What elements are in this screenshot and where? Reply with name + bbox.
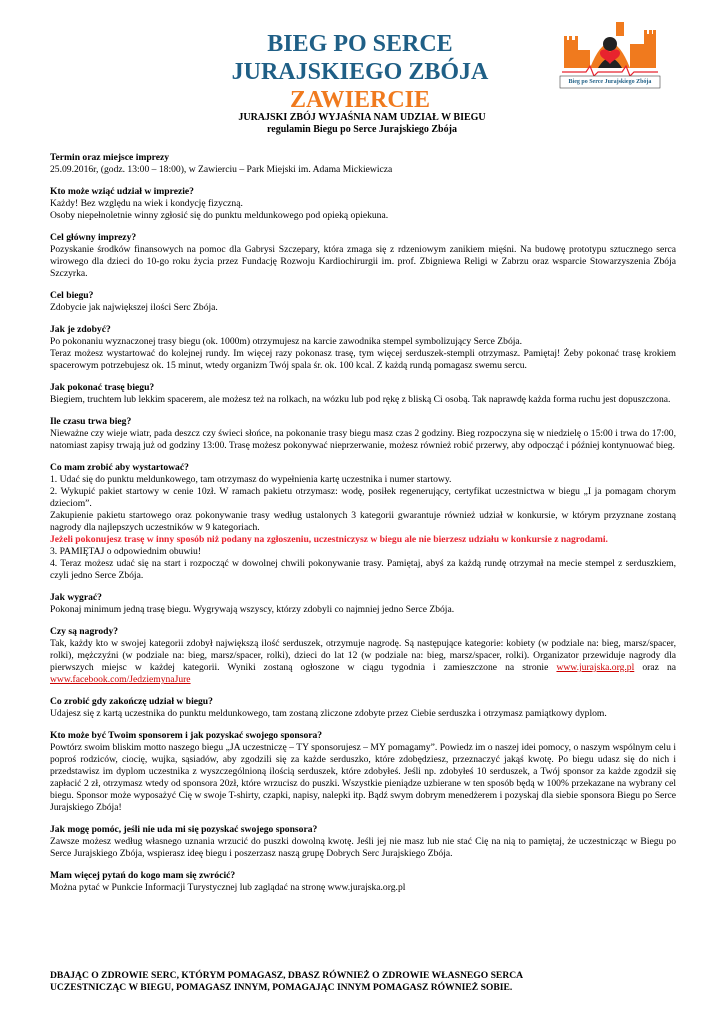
section-text: Udajesz się z kartą uczestnika do punktu meldunkowego, tam zostaną zliczone zdobyte przez Ciebie serduszka i otrzymasz pamiątkowy dyplom. <box>50 708 607 719</box>
subtitle-line-1: JURAJSKI ZBÓJ WYJAŚNIA NAM UDZIAŁ W BIEGU <box>238 112 486 123</box>
subtitle-line-2: regulamin Biegu po Serce Jurajskiego Zbója <box>267 124 457 135</box>
section-heading: Co mam zrobić aby wystartować? <box>50 462 189 473</box>
section-text: Zawsze możesz według własnego uznania wrzucić do puszki dowolną kwotę. Jeśli jej nie masz lub nie stać Cię na nią to pamiętaj, że uczestnicząc w Biegu po Serce Jurajskiego Zbója, wspierasz ideę biegu i poszerzasz naszą grupę Dobrych Serc Jurajskiego Zbója. <box>50 836 676 859</box>
section-questions <box>50 870 676 894</box>
warning-text: Jeżeli pokonujesz trasę w inny sposób niż podany na zgłoszeniu, uczestniczysz w biegu ale nie bierzesz udziału w konkursie z nagrodami. <box>50 534 608 545</box>
closing-line-2: UCZESTNICZĄC W BIEGU, POMAGASZ INNYM, POMAGAJĄC INNYM POMAGASZ RÓWNIEŻ SOBIE. <box>50 982 513 993</box>
section-text: Każdy! Bez względu na wiek i kondycję fizyczną. <box>50 198 243 209</box>
section-text: Powtórz swoim bliskim motto naszego biegu „JA uczestniczę – TY sponsorujesz – MY pomagamy”. Powiedz im o naszej idei pomocy, o naszym wspólnym celu i poproś rodziców, ciocię, wujka, sąsiadów, aby zgodzili się za każde serduszko, które zdobędziesz, przeznaczyć jakąś kwotę. Po biegu udasz się do nich i przedstawisz im dyplom uczestnika z wyszczególnioną ilością serduszek, które zdobyłeś. Jeśli np. zdobyłeś 10 serduszek, a Twój sponsor za każde zgodził się zapłacić 2 zł, otrzymasz wtedy od sponsora 20zł, które wrzucisz do puszki. Wszystkie pieniądze uzbierane w ten sposób będą w 100% przekazane na wybrany cel biegu. Sponsor może wyposażyć Cię w swoje T-shirty, czapki, napisy, nalepki itp. Bądź swym dobrym menedżerem i pozyskaj dla siebie sponsora Biegu po Serce Jurajskiego Zbója! <box>50 742 676 813</box>
section-text: Można pytać w Punkcie Informacji Turystycznej lub zaglądać na stronę www.jurajska.org.pl <box>50 882 406 893</box>
section-text: 4. Teraz możesz udać się na start i rozpocząć w dowolnej chwili pokonywanie trasy. Pamiętaj, abyś za każdą rundę otrzymał na mecie stempel z serduszkiem, czyli jedno Serce Zbója. <box>50 558 676 581</box>
section-main-goal <box>50 232 676 280</box>
section-text: 2. Wykupić pakiet startowy w cenie 10zł. W ramach pakietu otrzymasz: wodę, posiłek regenerujący, certyfikat uczestnictwa w biegu „I ja pomagam chorym dzieciom”. <box>50 486 676 509</box>
section-heading: Cel biegu? <box>50 290 94 301</box>
section-heading: Jak pokonać trasę biegu? <box>50 382 155 393</box>
section-duration <box>50 416 676 452</box>
section-text: Pokonaj minimum jedną trasę biegu. Wygrywają wszyscy, którzy zdobyli co najmniej jedno Serce Zbója. <box>50 604 455 615</box>
section-heading: Ile czasu trwa bieg? <box>50 416 132 427</box>
closing-line-1: DBAJĄC O ZDROWIE SERC, KTÓRYM POMAGASZ, DBASZ RÓWNIEŻ O ZDROWIE WŁASNEGO SERCA <box>50 970 524 981</box>
section-heading: Co zrobić gdy zakończę udział w biegu? <box>50 696 213 707</box>
section-text: Zdobycie jak największej ilości Serc Zbója. <box>50 302 218 313</box>
section-how-to-get <box>50 324 676 372</box>
section-text: Nieważne czy wieje wiatr, pada deszcz czy świeci słońce, na pokonanie trasy biegu masz czas 2 godziny. Bieg rozpoczyna się w niedzielę o 15:00 i trwa do 17:00, natomiast zapisy trwają już od godziny 13:00. Trasę możesz pokonywać nieprzerwanie, możesz również robić przerwy, aby odpocząć i później kontynuować bieg. <box>50 428 676 451</box>
section-start-steps <box>50 462 676 582</box>
prizes-text: Tak, każdy kto w swojej kategorii zdobył największą ilość serduszek, otrzymuje nagrodę. Są następujące kategorie: kobiety (w podziale na: bieg, marsz/spacer, rolki), mężczyźni (w podziale na: bieg, marsz/spacer, rolki), dzieci do lat 12 (w podziale na: bieg, marsz/spacer, rolki). Organizator przewiduje nagrody dla pierwszych miejsc w każdej kategorii. Wyniki zostaną ogłoszone w ciągu tygodnia i zamieszczone na stronie <box>50 638 676 673</box>
rules-content <box>50 152 676 904</box>
section-heading: Kto może wziąć udział w imprezie? <box>50 186 194 197</box>
section-text <box>50 638 676 686</box>
section-who <box>50 186 676 222</box>
section-text: Biegiem, truchtem lub lekkim spacerem, ale możesz też na rolkach, na wózku lub pod rękę z bliską Ci osobą. Tak naprawdę każda forma ruchu jest dopuszczona. <box>50 394 671 405</box>
title-line-1: BIEG PO SERCE <box>267 31 453 57</box>
section-heading: Mam więcej pytań do kogo mam się zwrócić? <box>50 870 236 881</box>
section-prizes <box>50 626 676 686</box>
section-date-place <box>50 152 676 176</box>
event-logo <box>556 14 664 94</box>
and-text: oraz na <box>642 662 677 673</box>
section-text: Teraz możesz wystartować do kolejnej rundy. Im więcej razy pokonasz trasę, tym więcej serduszek-stempli otrzymasz. Pamiętaj! Żeby pokonać trasę krokiem spacerowym potrzebujesz ok. 15 minut, wtedy organizm Twój spala śr. ok. 100 kcal. Z każdą rundą pomagasz swemu sercu. <box>50 348 676 371</box>
title-line-2: JURAJSKIEGO ZBÓJA <box>231 59 489 85</box>
facebook-link[interactable]: www.facebook.com/JedziemynaJure <box>50 674 191 685</box>
section-text: 1. Udać się do punktu meldunkowego, tam otrzymasz do wypełnienia kartę uczestnika i numer startowy. <box>50 474 452 485</box>
section-sponsor <box>50 730 676 814</box>
section-text: Osoby niepełnoletnie winny zgłosić się do punktu meldunkowego pod opieką opiekuna. <box>50 210 389 221</box>
section-run-goal <box>50 290 676 314</box>
closing-statement <box>50 970 676 994</box>
title-line-3: ZAWIERCIE <box>289 87 431 113</box>
section-after-run <box>50 696 676 720</box>
section-text: 3. PAMIĘTAJ o odpowiednim obuwiu! <box>50 546 202 557</box>
section-text: Zakupienie pakietu startowego oraz pokonywanie trasy według ustalonych 3 kategorii gwarantuje również udział w konkursie, w którym przyznane zostaną nagrody dla najlepszych uczestników w 9 kategoriach. <box>50 510 676 533</box>
logo-text: Bieg po Serce Jurajskiego Zbója <box>568 79 652 85</box>
section-help-without-sponsor <box>50 824 676 860</box>
section-text: Po pokonaniu wyznaczonej trasy biegu (ok. 1000m) otrzymujesz na karcie zawodnika stempel symbolizujący Serce Zbója. <box>50 336 523 347</box>
section-text: Pozyskanie środków finansowych na pomoc dla Gabrysi Szczepary, która zmaga się z rdzeniowym zanikiem mięśni. Na budowę prototypu sztucznego serca wirowego dla dzieci do 10-go roku życia przez Fundację Rozwoju Kardiochirurgii im. prof. Zbigniewa Religi w Zabrzu oraz wsparcie Stowarzyszenia Zbója Szczyrka. <box>50 244 676 279</box>
section-how-to-run <box>50 382 676 406</box>
section-heading: Termin oraz miejsce imprezy <box>50 152 170 163</box>
section-heading: Jak je zdobyć? <box>50 324 111 335</box>
section-heading: Czy są nagrody? <box>50 626 119 637</box>
section-heading: Cel główny imprezy? <box>50 232 137 243</box>
section-heading: Jak wygrać? <box>50 592 102 603</box>
section-how-to-win <box>50 592 676 616</box>
document-title <box>200 30 520 114</box>
section-heading: Jak mogę pomóc, jeśli nie uda mi się pozyskać swojego sponsora? <box>50 824 318 835</box>
document-subtitle <box>120 112 604 136</box>
section-text: 25.09.2016r, (godz. 13:00 – 18:00), w Zawierciu – Park Miejski im. Adama Mickiewicza <box>50 164 393 175</box>
section-heading: Kto może być Twoim sponsorem i jak pozyskać swojego sponsora? <box>50 730 323 741</box>
website-link[interactable]: www.jurajska.org.pl <box>556 662 635 673</box>
